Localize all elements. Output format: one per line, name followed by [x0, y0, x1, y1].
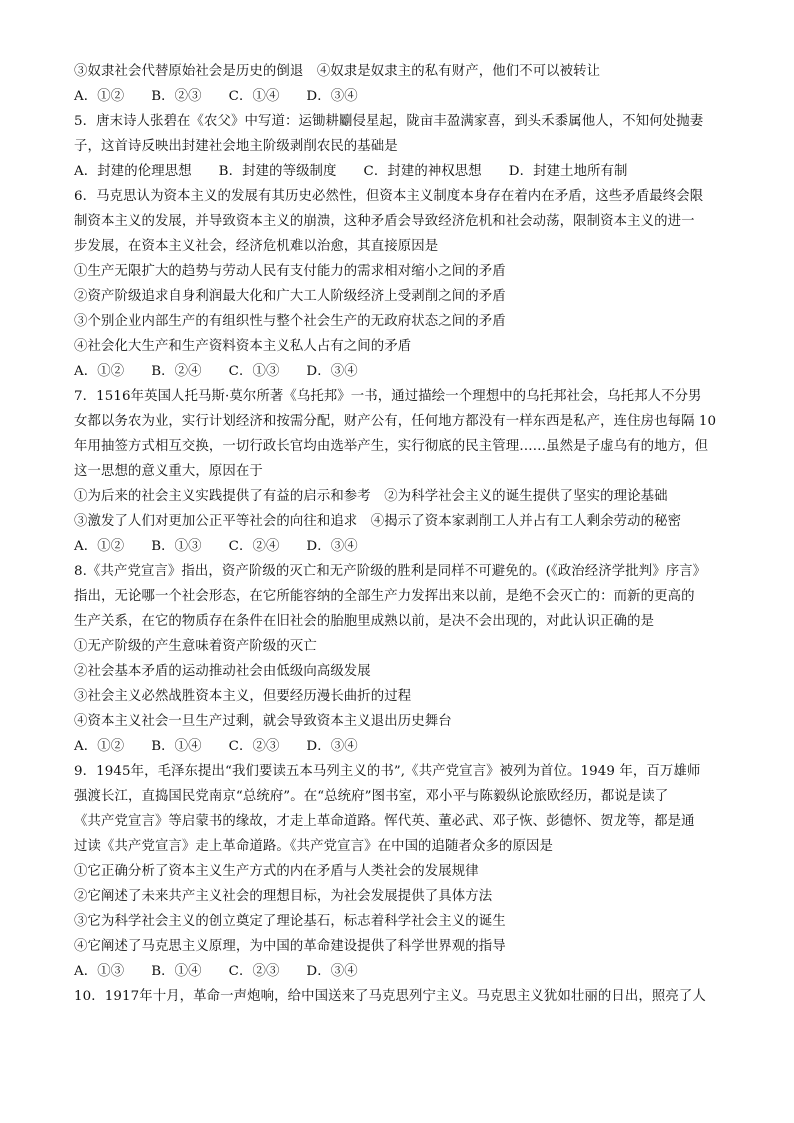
q7-statements-1-2: ①为后来的社会主义实践提供了有益的启示和参考 ②为科学社会主义的诞生提供了坚实的理论基础: [74, 489, 668, 504]
q9-stem-line-1: 9．1945年，毛泽东提出“我们要读五本马列主义的书”,《共产党宣言》被列为首位。1949 年，百万雄师: [74, 764, 701, 779]
q7-answer-choices: A．①② B．①③ C．②④ D．③④: [74, 539, 358, 554]
q6-statement-3: ③个别企业内部生产的有组织性与整个社会生产的无政府状态之间的矛盾: [74, 314, 506, 329]
q7-statements-3-4: ③激发了人们对更加公正平等社会的向往和追求 ④揭示了资本家剥削工人并占有工人剩余劳动的秘密: [74, 514, 682, 529]
q10-stem-line-1: 10．1917年十月，革命一声炮响，给中国送来了马克思列宁主义。马克思主义犹如壮丽的日出，照亮了人: [74, 989, 706, 1004]
q8-stem-line-2: 指出，无论哪一个社会形态，在它所能容纳的全部生产力发挥出来以前，是绝不会灭亡的：而新的更高的: [74, 589, 695, 604]
q6-statement-2: ②资产阶级追求自身利润最大化和广大工人阶级经济上受剥削之间的矛盾: [74, 289, 506, 304]
q9-answer-choices: A．①③ B．①④ C．②③ D．③④: [74, 964, 358, 979]
q8-statement-2: ②社会基本矛盾的运动推动社会由低级向高级发展: [74, 664, 371, 679]
q8-stem-line-3: 生产关系，在它的物质存在条件在旧社会的胎胞里成熟以前，是决不会出现的，对此认识正确的是: [74, 614, 655, 629]
q5-answer-choices: A．封建的伦理思想 B．封建的等级制度 C．封建的神权思想 D．封建土地所有制: [74, 164, 628, 179]
q8-answer-choices: A．①② B．①④ C．②③ D．③④: [74, 739, 358, 754]
q9-stem-line-4: 过读《共产党宣言》走上革命道路。《共产党宣言》在中国的追随者众多的原因是: [74, 839, 553, 854]
q8-statement-4: ④资本主义社会一旦生产过剩，就会导致资本主义退出历史舞台: [74, 714, 452, 729]
q6-answer-choices: A．①② B．②④ C．①③ D．③④: [74, 364, 358, 379]
q7-stem-line-2: 女都以务农为业，实行计划经济和按需分配，财产公有，任何地方都没有一样东西是私产，连住房也每隔 10: [74, 414, 717, 429]
q6-stem-line-2: 制资本主义的发展，并导致资本主义的崩溃，这种矛盾会导致经济危机和社会动荡，限制资本主义的进一: [74, 214, 695, 229]
q6-statement-1: ①生产无限扩大的趋势与劳动人民有支付能力的需求相对缩小之间的矛盾: [74, 264, 506, 279]
q9-stem-line-3: 《共产党宣言》等启蒙书的缘故，才走上革命道路。恽代英、董必武、邓子恢、彭德怀、贺龙等，都是通: [74, 814, 695, 829]
q9-statement-3: ③它为科学社会主义的创立奠定了理论基石，标志着科学社会主义的诞生: [74, 914, 506, 929]
q8-statement-3: ③社会主义必然战胜资本主义，但要经历漫长曲折的过程: [74, 689, 412, 704]
q7-stem-line-4: 这一思想的意义重大，原因在于: [74, 464, 263, 479]
q9-statement-1: ①它正确分析了资本主义生产方式的内在矛盾与人类社会的发展规律: [74, 864, 479, 879]
q4-answer-choices: A．①② B．②③ C．①④ D．③④: [74, 89, 358, 104]
q6-stem-line-3: 步发展，在资本主义社会，经济危机难以治愈，其直接原因是: [74, 239, 439, 254]
q9-stem-line-2: 强渡长江，直捣国民党南京“总统府”。在“总统府”图书室，邓小平与陈毅纵论旅欧经历，都说是读了: [74, 789, 669, 804]
q7-stem-line-1: 7．1516年英国人托马斯·莫尔所著《乌托邦》一书，通过描绘一个理想中的乌托邦社会，乌托邦人不分男: [74, 389, 702, 404]
q7-stem-line-3: 年用抽签方式相互交换，一切行政长官均由选举产生，实行彻底的民主管理……虽然是子虚乌有的地方，但: [74, 439, 709, 454]
q4-option-line-3-4: ③奴隶社会代替原始社会是历史的倒退 ④奴隶是奴隶主的私有财产，他们不可以被转让: [74, 64, 601, 79]
q8-statement-1: ①无产阶级的产生意味着资产阶级的灭亡: [74, 639, 317, 654]
q5-stem-line-2: 子，这首诗反映出封建社会地主阶级剥削农民的基础是: [74, 139, 398, 154]
q9-statement-4: ④它阐述了马克思主义原理，为中国的革命建设提供了科学世界观的指导: [74, 939, 506, 954]
q5-stem-line-1: 5．唐末诗人张碧在《农父》中写道：运锄耕劚侵星起，陇亩丰盈满家喜，到头禾黍属他人，不知何处抛妻: [74, 114, 704, 129]
q6-stem-line-1: 6．马克思认为资本主义的发展有其历史必然性，但资本主义制度本身存在着内在矛盾，这些矛盾最终会限: [74, 189, 704, 204]
q9-statement-2: ②它阐述了未来共产主义社会的理想目标，为社会发展提供了具体方法: [74, 889, 493, 904]
q6-statement-4: ④社会化大生产和生产资料资本主义私人占有之间的矛盾: [74, 339, 412, 354]
q8-stem-line-1: 8.《共产党宣言》指出，资产阶级的灭亡和无产阶级的胜利是同样不可避免的。(《政治经济学批判》序言》: [74, 564, 707, 579]
